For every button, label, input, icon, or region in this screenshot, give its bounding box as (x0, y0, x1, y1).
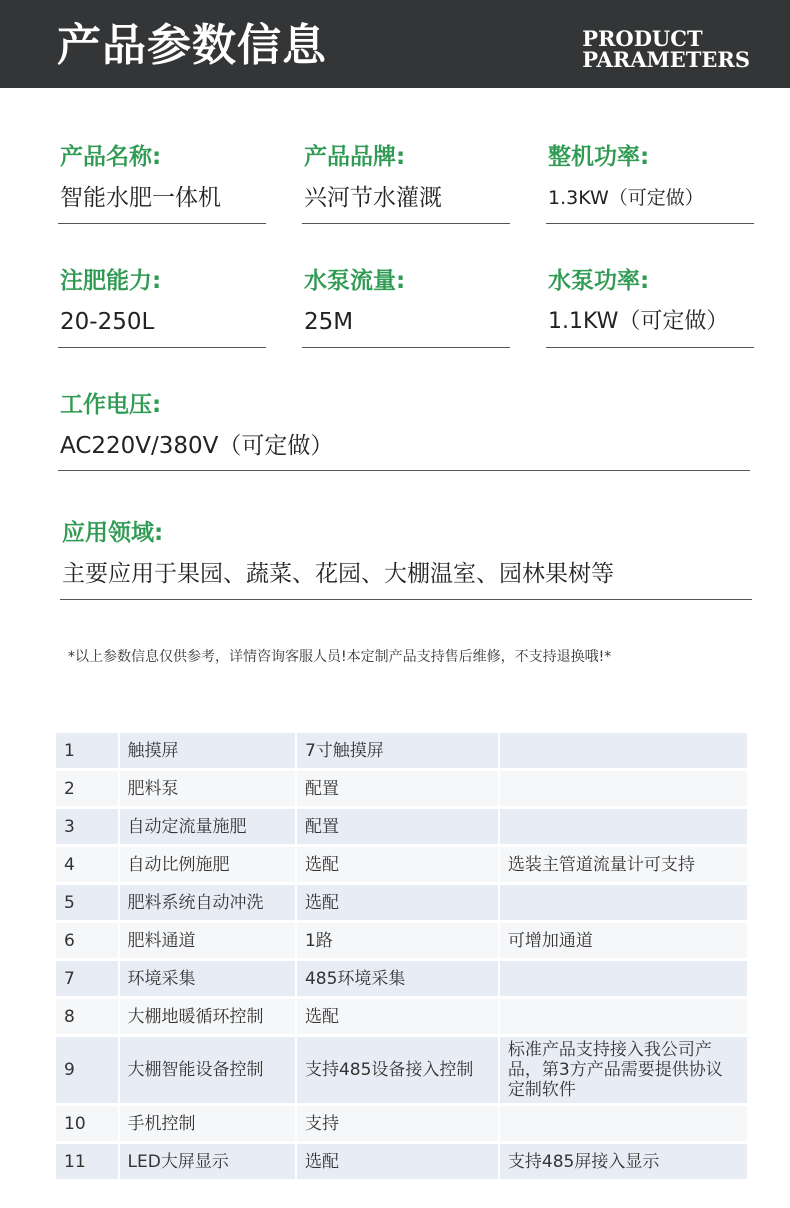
param-label: 工作电压: (60, 392, 162, 418)
feature-name-cell: 肥料通道 (119, 922, 296, 960)
feature-config-cell: 配置 (296, 808, 499, 846)
param-underline (58, 223, 266, 224)
feature-config-cell: 1路 (296, 922, 499, 960)
table-row (56, 1105, 748, 1143)
feature-remark-cell (499, 733, 748, 770)
feature-remark-cell (499, 998, 748, 1036)
header-english-title (582, 28, 750, 70)
row-index-cell: 11 (56, 1143, 119, 1181)
feature-remark-cell (499, 770, 748, 808)
table-row (56, 884, 748, 922)
param-value: 20-250L (60, 309, 155, 335)
row-index-cell: 5 (56, 884, 119, 922)
feature-name-cell: 大棚地暖循环控制 (119, 998, 296, 1036)
table-row (56, 922, 748, 960)
row-index-cell: 4 (56, 846, 119, 884)
feature-remark-cell (499, 884, 748, 922)
feature-name-cell: 手机控制 (119, 1105, 296, 1143)
param-label: 整机功率: (548, 144, 650, 170)
feature-config-cell: 配置 (296, 770, 499, 808)
param-label: 应用领域: (62, 520, 164, 546)
table-row (56, 770, 748, 808)
page-title: 产品参数信息 (57, 20, 327, 71)
feature-remark-cell: 可增加通道 (499, 922, 748, 960)
header-english-line1: PRODUCT (582, 26, 703, 51)
param-label: 水泵功率: (548, 268, 650, 294)
param-value: 智能水肥一体机 (60, 185, 221, 211)
feature-config-cell: 支持 (296, 1105, 499, 1143)
table-row (56, 960, 748, 998)
table-row (56, 846, 748, 884)
disclaimer-note: *以上参数信息仅供参考，详情咨询客服人员!本定制产品支持售后维修，不支持退换哦!* (68, 649, 612, 665)
row-index-cell: 9 (56, 1036, 119, 1105)
feature-remark-cell (499, 960, 748, 998)
param-value: 25M (304, 309, 354, 335)
feature-config-cell: 选配 (296, 846, 499, 884)
param-value: 1.3KW（可定做） (548, 187, 704, 209)
feature-remark-cell (499, 808, 748, 846)
header-english-line2: PARAMETERS (582, 47, 750, 72)
param-value: 主要应用于果园、蔬菜、花园、大棚温室、园林果树等 (62, 561, 614, 587)
param-application (62, 519, 752, 589)
row-index-cell: 10 (56, 1105, 119, 1143)
feature-config-cell: 选配 (296, 998, 499, 1036)
feature-name-cell: 大棚智能设备控制 (119, 1036, 296, 1105)
param-pump-flow (304, 267, 510, 337)
param-label: 产品名称: (60, 144, 162, 170)
spec-table (56, 733, 749, 1182)
param-underline (58, 347, 266, 348)
table-row (56, 1036, 748, 1105)
param-voltage (60, 391, 750, 461)
param-underline (546, 347, 754, 348)
feature-config-cell: 485环境采集 (296, 960, 499, 998)
row-index-cell: 2 (56, 770, 119, 808)
feature-remark-cell (499, 1105, 748, 1143)
param-value: 1.1KW（可定做） (548, 309, 729, 334)
param-value: 兴河节水灌溉 (304, 185, 442, 211)
param-label: 产品品牌: (304, 144, 406, 170)
param-label: 水泵流量: (304, 268, 406, 294)
param-underline (58, 470, 750, 471)
feature-name-cell: 自动定流量施肥 (119, 808, 296, 846)
page-header (0, 0, 790, 88)
row-index-cell: 7 (56, 960, 119, 998)
param-product-name (60, 143, 266, 213)
feature-name-cell: 环境采集 (119, 960, 296, 998)
param-label: 注肥能力: (60, 268, 162, 294)
feature-config-cell: 选配 (296, 1143, 499, 1181)
feature-remark-cell: 选装主管道流量计可支持 (499, 846, 748, 884)
table-row (56, 1143, 748, 1181)
param-underline (546, 223, 754, 224)
feature-name-cell: 自动比例施肥 (119, 846, 296, 884)
spec-table-body (56, 733, 748, 1181)
param-underline (302, 223, 510, 224)
param-value: AC220V/380V（可定做） (60, 433, 334, 459)
feature-remark-cell: 标准产品支持接入我公司产品，第3方产品需要提供协议定制软件 (499, 1036, 748, 1105)
param-underline (60, 599, 752, 600)
param-fertilizer-capacity (60, 267, 266, 337)
feature-config-cell: 支持485设备接入控制 (296, 1036, 499, 1105)
feature-config-cell: 7寸触摸屏 (296, 733, 499, 770)
feature-config-cell: 选配 (296, 884, 499, 922)
feature-name-cell: 肥料泵 (119, 770, 296, 808)
table-row (56, 733, 748, 770)
feature-name-cell: LED大屏显示 (119, 1143, 296, 1181)
row-index-cell: 8 (56, 998, 119, 1036)
table-row (56, 808, 748, 846)
row-index-cell: 6 (56, 922, 119, 960)
feature-name-cell: 肥料系统自动冲洗 (119, 884, 296, 922)
feature-name-cell: 触摸屏 (119, 733, 296, 770)
param-underline (302, 347, 510, 348)
row-index-cell: 1 (56, 733, 119, 770)
param-machine-power (548, 143, 754, 213)
table-row (56, 998, 748, 1036)
param-pump-power (548, 267, 754, 337)
param-brand (304, 143, 510, 213)
feature-remark-cell: 支持485屏接入显示 (499, 1143, 748, 1181)
row-index-cell: 3 (56, 808, 119, 846)
